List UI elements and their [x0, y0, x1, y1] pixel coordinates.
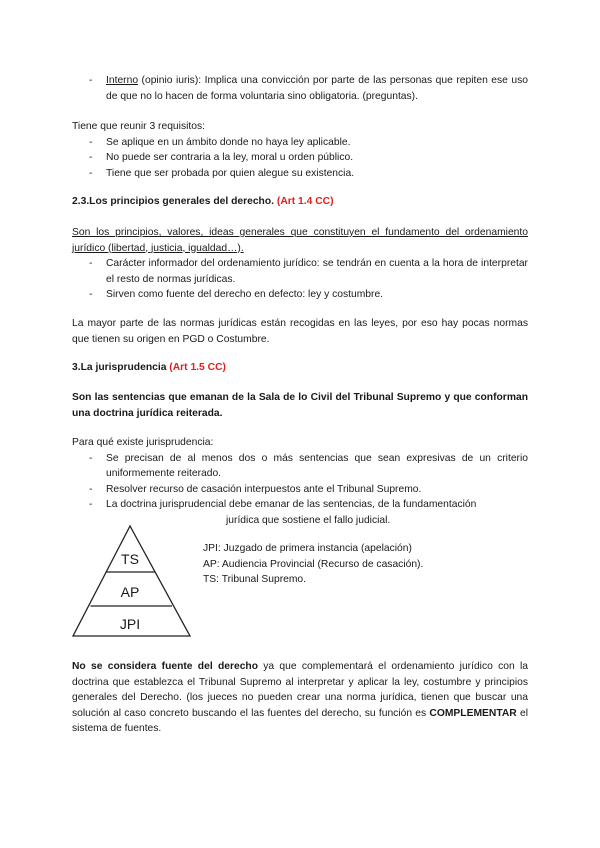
- jurisprudencia-purpose: [72, 435, 528, 529]
- interno-text: (opinio iuris): Implica una convicción por parte de las personas que repiten ese uso de que no lo hacen de forma voluntaria sino obligatoria. (preguntas).: [106, 75, 528, 102]
- list-item: [72, 73, 528, 104]
- requisitos-list: [72, 135, 528, 182]
- section-3-heading: [72, 360, 528, 376]
- list-item: - Se precisan de al menos dos o más sentencias que sean expresivas de un criterio uniformemente reiterado.: [72, 451, 528, 482]
- conclusion-tail: el sistema de fuentes.: [72, 707, 528, 735]
- conclusion-text: ya que complementará el ordenamiento jurídico con la doctrina que establezca el Tribunal Supremo al interpretar y aplicar la ley, costumbre y principios generales del Derecho. (los jueces no pueden crear una norma jurídica, tienen que buscar una solución al caso concreto buscando el las fuentes del derecho, su función es: [72, 661, 529, 719]
- list-item: - No puede ser contraria a la ley, moral u orden público.: [72, 150, 528, 166]
- principios-list: [72, 256, 528, 303]
- section-2-3-heading: [72, 194, 528, 210]
- pyramid-level-jpi: JPI: [119, 616, 141, 632]
- section-heading-text: 3.La jurisprudencia: [72, 362, 167, 373]
- pyramid-level-ap: AP: [120, 584, 140, 600]
- conclusion-emphasis: COMPLEMENTAR: [429, 707, 517, 719]
- list-item-line: La doctrina jurisprudencial debe emanar de las sentencias, de la fundamentación: [106, 499, 477, 511]
- conclusion-lead: No se considera fuente del derecho: [72, 661, 259, 672]
- pyramid-level-ts: TS: [121, 551, 139, 567]
- list-item-continuation: jurídica que sostiene el fallo judicial.: [226, 514, 391, 526]
- legend-ap: AP: Audiencia Provincial (Recurso de casación).: [203, 558, 424, 570]
- section-heading-text: 2.3.Los principios generales del derecho.: [72, 196, 275, 207]
- legend-ts: TS: Tribunal Supremo.: [203, 574, 307, 586]
- requisitos-block: [72, 119, 528, 181]
- legend-jpi: JPI: Juzgado de primera instancia (apelación): [203, 543, 412, 554]
- list-item: - Sirven como fuente del derecho en defecto: ley y costumbre.: [72, 287, 528, 303]
- principios-definition: Son los principios, valores, ideas generales que constituyen el fundamento del ordenamiento jurídico (libertad, justicia, igualdad…).: [72, 227, 528, 254]
- section-2-3-body: [72, 225, 528, 303]
- conclusion-paragraph: [72, 659, 528, 737]
- interno-term: Interno: [106, 75, 139, 86]
- article-reference: (Art 1.4 CC): [276, 196, 334, 207]
- pyramid-legend: [203, 541, 503, 588]
- purpose-list: [72, 451, 528, 513]
- list-item: [72, 497, 528, 513]
- interno-list: [72, 73, 528, 104]
- list-item: - Carácter informador del ordenamiento jurídico: se tendrán en cuenta a la hora de interpretar el resto de normas jurídicas.: [72, 256, 528, 287]
- article-reference: (Art 1.5 CC): [169, 362, 226, 373]
- list-item: - Tiene que ser probada por quien alegue su existencia.: [72, 166, 528, 182]
- principios-closing: La mayor parte de las normas jurídicas están recogidas en las leyes, por eso hay pocas normas que tienen su origen en PGD o Costumbre.: [72, 318, 528, 345]
- court-hierarchy-pyramid: [70, 522, 194, 640]
- list-item: - Resolver recurso de casación interpuestos ante el Tribunal Supremo.: [72, 482, 528, 498]
- pyramid-svg: [70, 522, 194, 640]
- purpose-intro: Para qué existe jurisprudencia:: [72, 437, 214, 448]
- requisitos-intro: Tiene que reunir 3 requisitos:: [72, 121, 205, 132]
- jurisprudencia-definition: Son las sentencias que emanan de la Sala de lo Civil del Tribunal Supremo y que conforman una doctrina jurídica reiterada.: [72, 392, 528, 419]
- list-item: - Se aplique en un ámbito donde no haya ley aplicable.: [72, 135, 528, 151]
